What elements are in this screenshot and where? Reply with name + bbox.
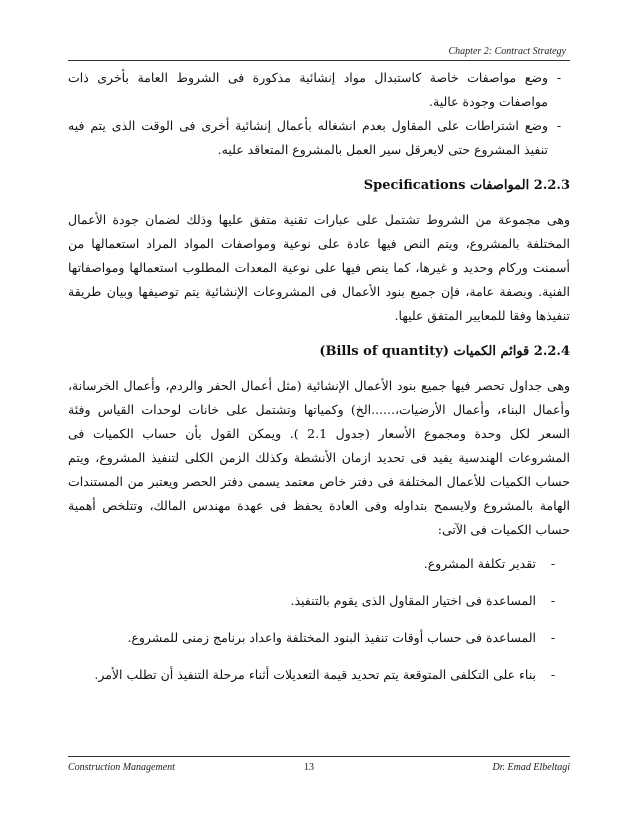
list-item-text: المساعدة فى اختيار المقاول الذى يقوم بالتنفيذ.: [290, 593, 536, 608]
bullet-dash: -: [550, 593, 556, 608]
list-item-text: تقدير تكلفة المشروع.: [423, 556, 536, 571]
page-body: [68, 66, 570, 700]
bullet-dash: -: [550, 630, 556, 645]
specifications-paragraph: وهى مجموعة من الشروط تشتمل على عبارات تقنية متفق عليها وذلك لضمان جودة الأعمال المختلفة بالمشروع، ويتم النص فيها عادة على نوعية ومواصفات المواد المراد استعمالها من أسمنت وركام وحديد و غيرها، كما ينص فيها على نوعية المعدات المطلوب استعمالها ومواصفاتها الفنية. وبصفة عامة، فإن جميع بنود الأعمال فى المشروعات الإنشائية يتم توصيفها وبيان طريقة تنفيذها وفقا للمعايير المتفق عليها.: [68, 212, 570, 323]
bullet-dash: -: [556, 118, 562, 133]
section-heading-specifications: 2.2.3 المواصفات Specifications: [363, 178, 570, 193]
list-item: [68, 663, 570, 687]
bills-of-quantity-paragraph: وهى جداول تحصر فيها جميع بنود الأعمال الإنشائية (مثل أعمال الحفر والردم، وأعمال الخرسانة، وأعمال البناء، وأعمال الأرضيات،......الخ) وكمياتها وتشتمل على خانات لوحدات القياس وفئة السعر لكل وحدة ومجموع الأسعار (جدول 2.1 ). ويمكن القول بأن حساب الكميات فى المشروعات الهندسية يفيد فى تحديد ازمان الأنشطة وكذلك الزمن الكلى لتنفيذ المشروع، ويتم حساب الكميات للأعمال المختلفة فى دفتر خاص معتمد يسمى دفتر الحصر ويعتبر من المستندات الهامة بالمشروع ولايسمح بتداوله وفى العادة يحفظ فى عهدة مهندس المالك، وتتلخص أهمية حساب الكميات فى الآتى:: [68, 378, 570, 537]
footer-author: Dr. Emad Elbeltagi: [492, 762, 570, 773]
intro-bullet-1: [68, 66, 570, 114]
intro-bullet-text: وضع مواصفات خاصة كاستبدال مواد إنشائية مذكورة فى الشروط العامة بأخرى ذات مواصفات وجودة عالية.: [68, 70, 548, 109]
list-item-text: بناء على التكلفى المتوقعة يتم تحديد قيمة التعديلات أثناء مرحلة التنفيذ أن تطلب الأمر.: [94, 667, 536, 682]
list-item: [68, 626, 570, 650]
bullet-dash: -: [556, 70, 562, 85]
chapter-header: Chapter 2: Contract Strategy: [448, 46, 566, 57]
list-item-text: المساعدة فى حساب أوقات تنفيذ البنود المختلفة واعداد برنامج زمنى للمشروع.: [127, 630, 536, 645]
intro-bullet-text: وضع اشتراطات على المقاول بعدم انشغاله بأعمال إنشائية أخرى فى الوقت الذى يتم فيه تنفيذ المشروع حتى لايعرقل سير العمل بالمشروع المتعاقد عليه.: [68, 118, 548, 157]
list-item: [68, 589, 570, 613]
section-heading-bills-of-quantity: 2.2.4 قوائم الكميات (Bills of quantity): [319, 344, 570, 359]
bullet-dash: -: [550, 556, 556, 571]
footer-course-title: Construction Management: [68, 762, 175, 773]
intro-bullet-2: [68, 114, 570, 162]
bullet-dash: -: [550, 667, 556, 682]
footer-divider: [68, 756, 570, 757]
quantity-importance-list: [68, 552, 570, 687]
header-divider: [68, 60, 570, 61]
list-item: [68, 552, 570, 576]
page-number: 13: [304, 762, 314, 773]
